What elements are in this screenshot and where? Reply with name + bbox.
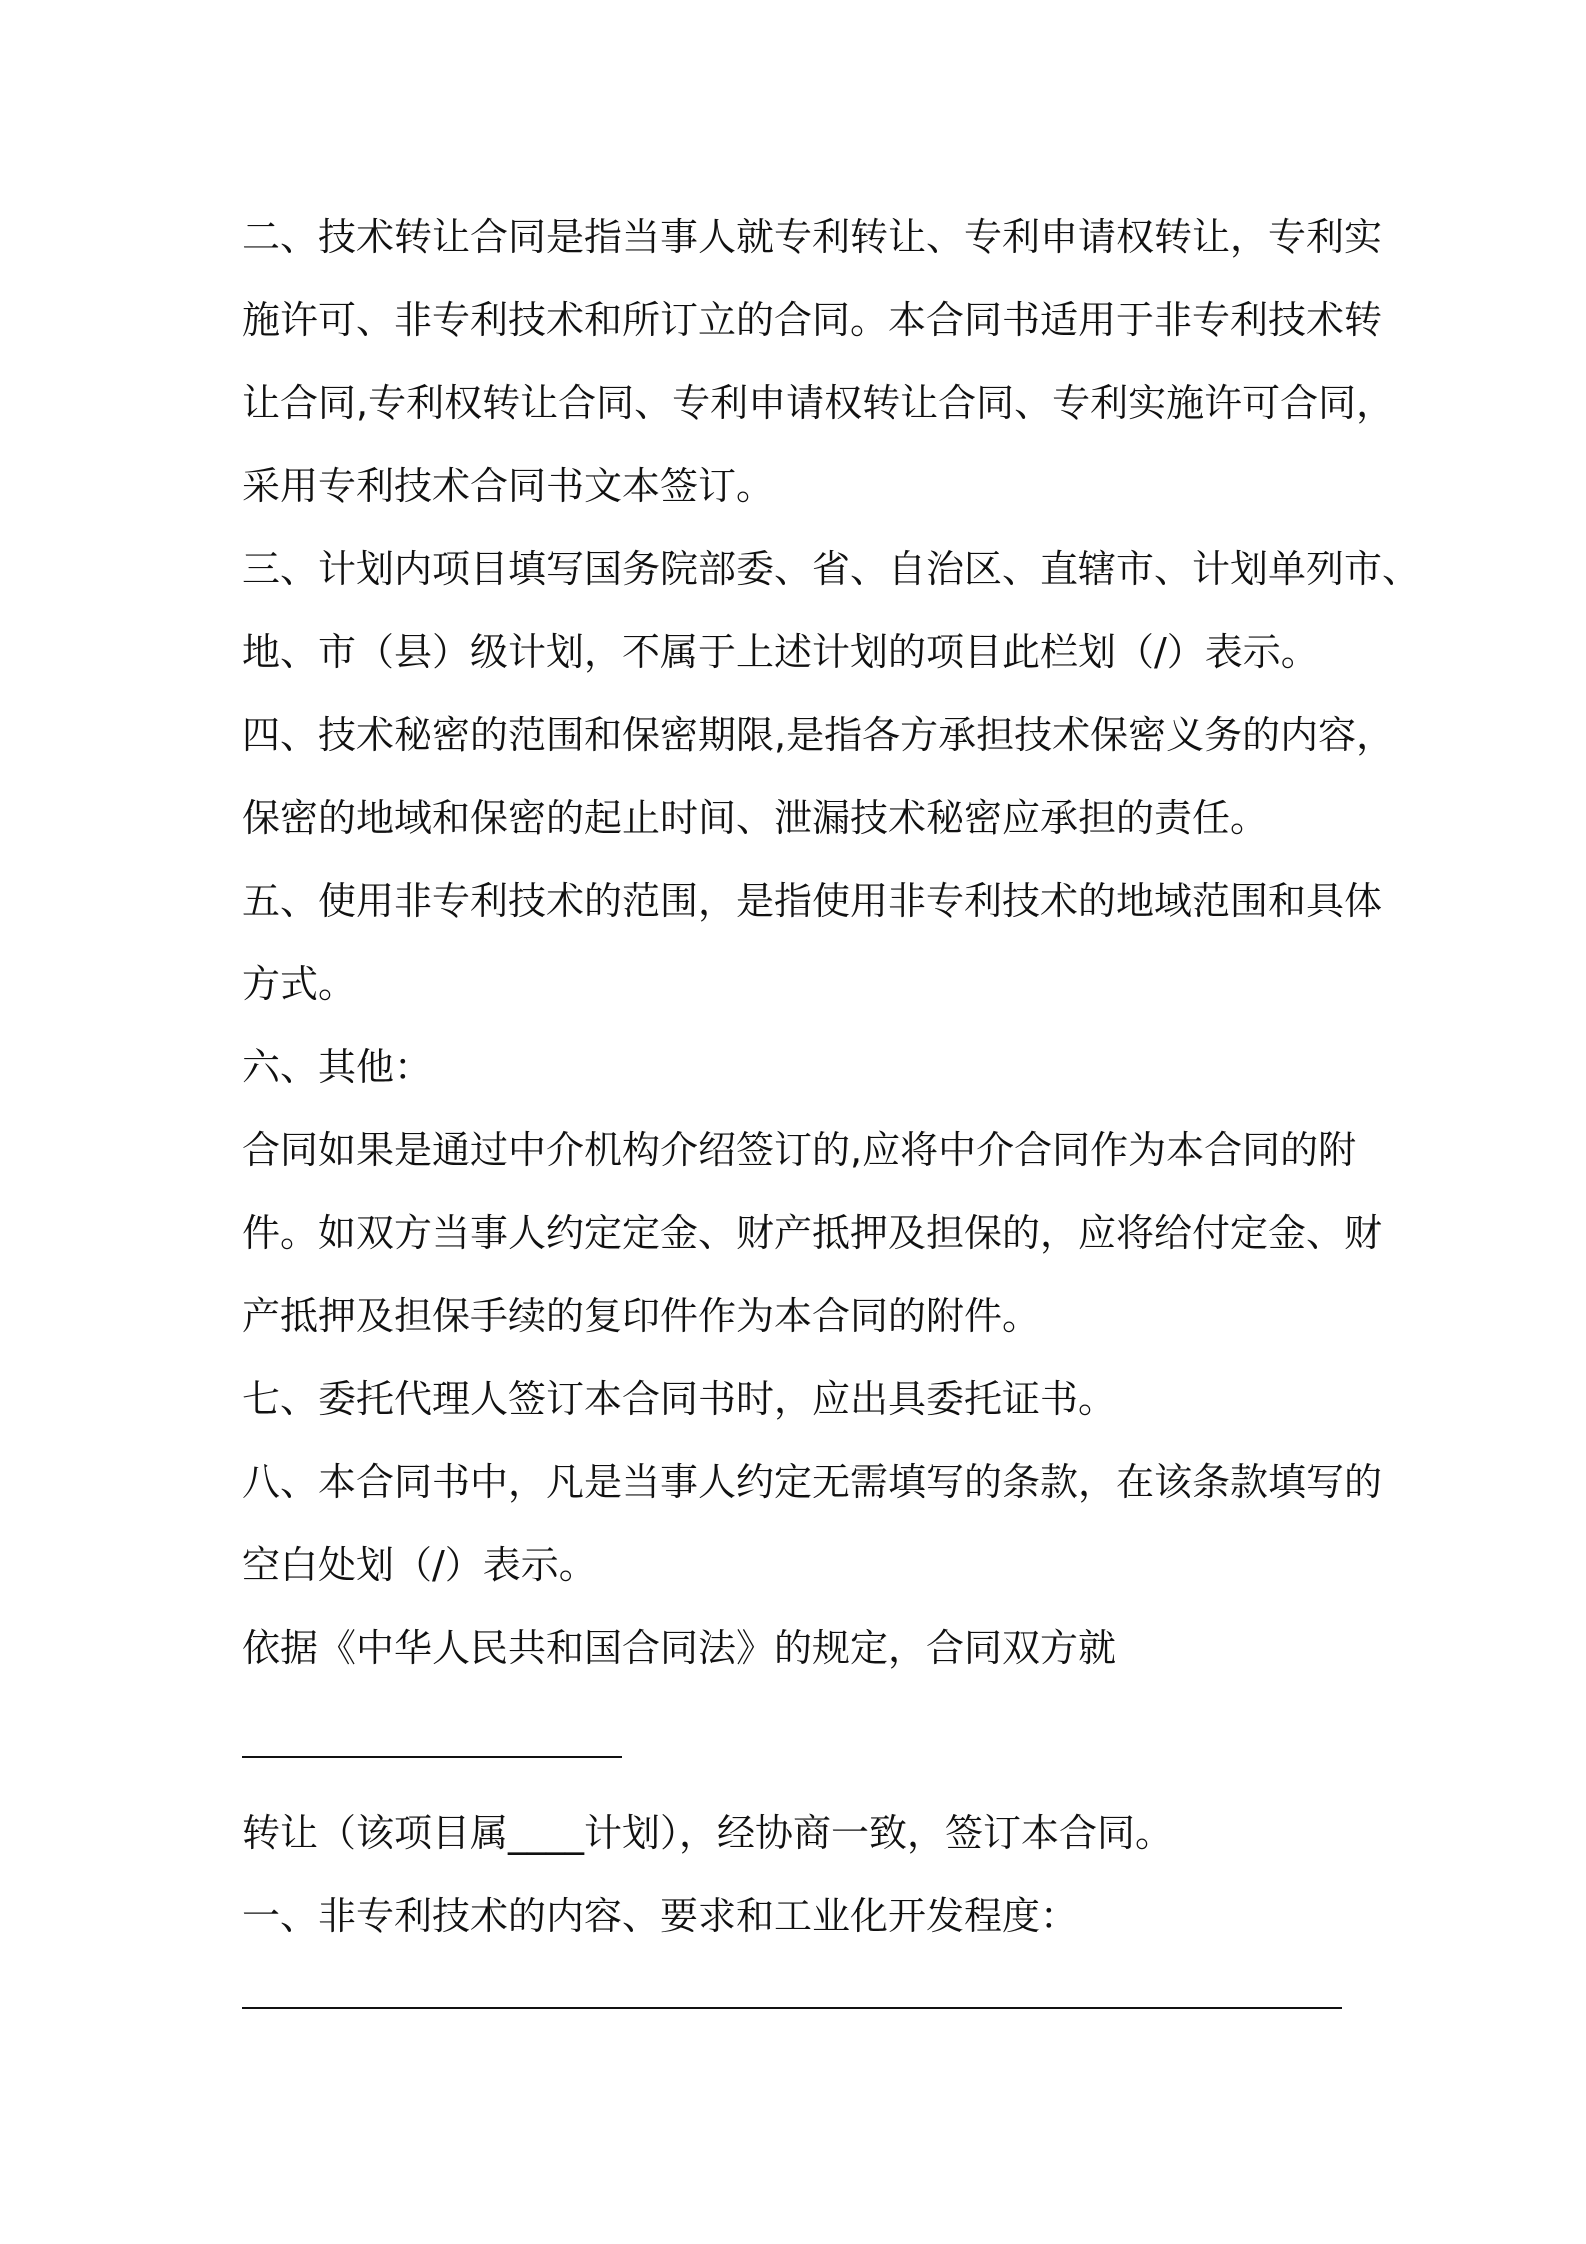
text-line: 依据《中华人民共和国合同法》的规定，合同双方就 [242, 1626, 1117, 1670]
text-line: 产抵押及担保手续的复印件作为本合同的附件。 [242, 1294, 1041, 1338]
text-line: 采用专利技术合同书文本签订。 [242, 464, 775, 508]
text-line: 施许可、非专利技术和所订立的合同。本合同书适用于非专利技术转 [242, 298, 1383, 342]
text-line: 四、技术秘密的范围和保密期限,是指各方承担技术保密义务的内容， [242, 713, 1395, 757]
text-line: 保密的地域和保密的起止时间、泄漏技术秘密应承担的责任。 [242, 796, 1269, 840]
document-body [242, 196, 1421, 1690]
text-line: 六、其他： [242, 1045, 433, 1089]
text-line: 七、委托代理人签订本合同书时，应出具委托证书。 [242, 1377, 1117, 1421]
text-line: 八、本合同书中，凡是当事人约定无需填写的条款，在该条款填写的 [242, 1460, 1383, 1504]
text-line: 二、技术转让合同是指当事人就专利转让、专利申请权转让，专利实 [242, 215, 1383, 259]
blank-line-long [242, 2007, 1342, 2009]
text-line: 方式。 [242, 962, 357, 1006]
section-heading: 一、非专利技术的内容、要求和工业化开发程度： [242, 1894, 1079, 1938]
text-line: 五、使用非专利技术的范围，是指使用非专利技术的地域范围和具体 [242, 879, 1383, 923]
text-line: 空白处划（/）表示。 [242, 1543, 597, 1587]
text-line: 三、计划内项目填写国务院部委、省、自治区、直辖市、计划单列市、 [242, 547, 1421, 591]
text-line: 让合同,专利权转让合同、专利申请权转让合同、专利实施许可合同， [242, 381, 1395, 425]
blank-line-short [242, 1756, 622, 1758]
text-line: 转让（该项目属____计划），经协商一致，签订本合同。 [242, 1811, 1174, 1855]
text-line: 件。如双方当事人约定定金、财产抵押及担保的，应将给付定金、财 [242, 1211, 1383, 1255]
text-line: 合同如果是通过中介机构介绍签订的,应将中介合同作为本合同的附 [242, 1128, 1357, 1172]
text-line: 地、市（县）级计划，不属于上述计划的项目此栏划（/）表示。 [242, 630, 1319, 674]
